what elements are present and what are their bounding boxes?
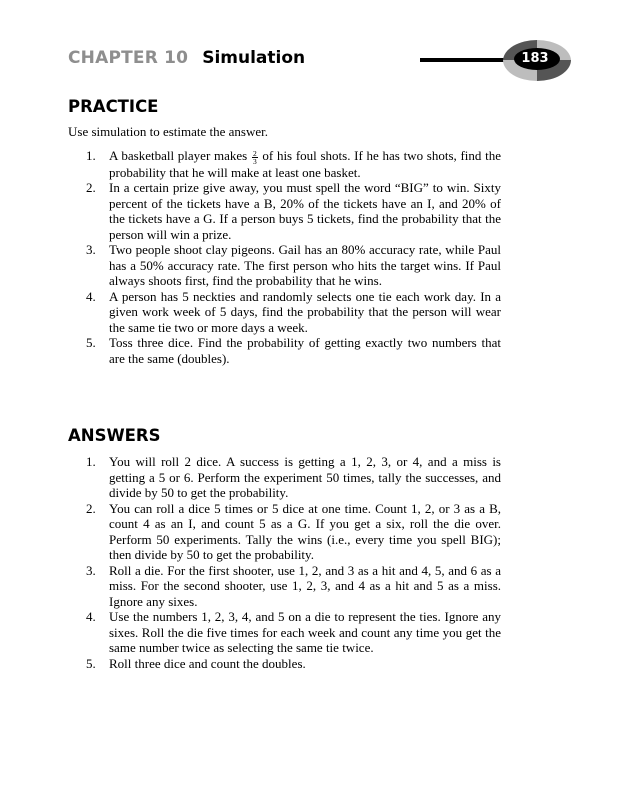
- practice-intro: Use simulation to estimate the answer.: [68, 124, 269, 139]
- answer-number: 3.: [86, 562, 96, 578]
- practice-problem-list: [68, 148, 501, 366]
- problem-number: 5.: [86, 335, 96, 351]
- problem-text: Toss three dice. Find the probability of getting exactly two numbers that are the same (doubles).: [109, 335, 501, 366]
- answer-item: [68, 501, 501, 563]
- answer-text: Roll a die. For the first shooter, use 1, 2, and 3 as a hit and 4, 5, and 6 as a miss. For the second shooter, use 1, 2, 3, and 4 as a hit and 5 as a miss. Ignore any sixes.: [109, 562, 501, 609]
- practice-problem: [68, 335, 501, 366]
- answers-heading: ANSWERS: [68, 426, 161, 445]
- running-head: [68, 44, 305, 72]
- problem-number: 3.: [86, 242, 96, 258]
- problem-number: 2.: [86, 180, 96, 196]
- answer-text: Roll three dice and count the doubles.: [109, 655, 306, 671]
- answer-item: [68, 454, 501, 501]
- page-number: 183: [521, 51, 549, 66]
- answer-item: [68, 563, 501, 610]
- answers-list: [68, 454, 501, 671]
- problem-number: 1.: [86, 148, 96, 163]
- practice-problem: [68, 180, 501, 242]
- problem-text: In a certain prize give away, you must spell the word “BIG” to win. Sixty percent of the tickets have a B, 20% of the tickets have an I, and 20% of the tickets have a G. If a person buys 5 tickets, find the probability that the person will win a prize.: [109, 180, 501, 242]
- answer-text: Use the numbers 1, 2, 3, 4, and 5 on a die to represent the ties. Ignore any sixes. Roll the die five times for each week and count any time you get the same number twice as selecting the same tie twice.: [109, 609, 501, 655]
- answer-number: 2.: [86, 500, 96, 516]
- problem-text: Two people shoot clay pigeons. Gail has an 80% accuracy rate, while Paul has a 50% accuracy rate. The first person who hits the target wins. If Paul always shoots first, find the probability that he wins.: [109, 242, 501, 289]
- practice-problem: [68, 148, 501, 180]
- fraction-denominator: 3: [252, 156, 257, 166]
- practice-problem: [68, 242, 501, 289]
- answer-text: You will roll 2 dice. A success is getting a 1, 2, 3, or 4, and a miss is getting a 5 or 6. Perform the experiment 50 times, tally the successes, and divide by 50 to get the probability.: [109, 454, 501, 500]
- fraction-numerator: 2: [252, 148, 257, 158]
- answer-text: You can roll a dice 5 times or 5 dice at one time. Count 1, 2, or 3 as a B, count 4 as an I, and count 5 as a G. If you get a six, roll the die over. Perform 50 experiments. Tally the wins (i.e., every time you spell BIG); then divide by 50 to get the probability.: [109, 500, 501, 562]
- answer-item: [68, 609, 501, 656]
- problem-text-before: A basketball player makes: [109, 148, 248, 163]
- answer-number: 4.: [86, 609, 96, 624]
- fraction: [252, 150, 258, 165]
- problem-text: A person has 5 neckties and randomly selects one tie each work day. In a given work week of 5 days, find the probability that the person will wear the same tie two or more days a week.: [109, 288, 501, 335]
- practice-heading: PRACTICE: [68, 97, 159, 116]
- answer-number: 1.: [86, 454, 96, 469]
- problem-number: 4.: [86, 288, 96, 304]
- chapter-title: Simulation: [202, 48, 306, 68]
- chapter-label: CHAPTER 10: [68, 48, 189, 68]
- answer-number: 5.: [86, 655, 96, 671]
- answer-item: [68, 656, 501, 672]
- problem-text-after: of his foul shots. If he has two shots, find the probability that he will make at least one basket.: [109, 148, 502, 180]
- practice-problem: [68, 289, 501, 336]
